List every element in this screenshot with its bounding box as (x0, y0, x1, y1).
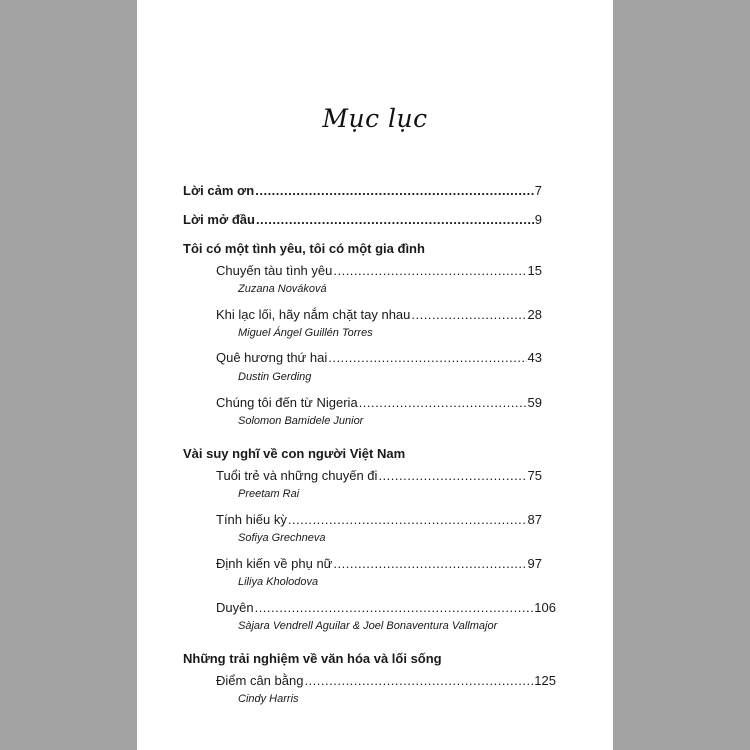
toc-entry-title: Chuyến tàu tình yêu (216, 263, 333, 278)
toc-leader-dots (256, 212, 534, 228)
toc-leader-dots (411, 307, 526, 323)
toc-entry-page: 125 (534, 673, 556, 688)
toc-entry-page: 59 (527, 395, 542, 410)
toc-entry[interactable] (216, 307, 542, 323)
toc-entry[interactable] (216, 395, 542, 411)
toc-entry-author: Liliya Kholodova (238, 576, 319, 588)
toc-leader-dots (378, 468, 526, 484)
toc-entry-title: Tính hiếu kỳ (216, 512, 287, 527)
toc-entry[interactable] (216, 512, 542, 528)
toc-entry-title: Lời cảm ơn (183, 183, 255, 198)
page-title: Mục lục (322, 104, 428, 133)
toc-entry-page: 75 (527, 468, 542, 483)
toc-entry-preface[interactable] (183, 212, 542, 228)
toc-entry-page: 28 (527, 307, 542, 322)
toc-leader-dots (333, 263, 526, 279)
toc-section-heading: Tôi có một tình yêu, tôi có một gia đình (183, 241, 425, 256)
toc-section-heading: Những trải nghiệm về văn hóa và lối sống (183, 651, 442, 666)
toc-leader-dots (304, 673, 533, 689)
toc-leader-dots (255, 600, 534, 616)
toc-leader-dots (288, 512, 527, 528)
toc-entry-title: Chúng tôi đến từ Nigeria (216, 395, 358, 410)
toc-leader-dots (328, 350, 526, 366)
toc-entry-title: Định kiến về phụ nữ (216, 556, 333, 571)
toc-entry-author: Solomon Bamidele Junior (238, 415, 364, 427)
toc-entry-page: 7 (534, 183, 542, 198)
toc-section-heading: Vài suy nghĩ về con người Việt Nam (183, 446, 406, 461)
toc-entry[interactable] (216, 600, 556, 616)
toc-entry-author: Dustin Gerding (238, 371, 312, 383)
toc-entry[interactable] (216, 468, 542, 484)
toc-leader-dots (359, 395, 527, 411)
toc-leader-dots (333, 556, 526, 572)
toc-entry-title: Lời mở đầu (183, 212, 255, 227)
toc-entry-title: Điểm cân bằng (216, 673, 304, 688)
toc-entry-page: 43 (527, 350, 542, 365)
toc-entry-page: 15 (527, 263, 542, 278)
toc-entry-author: Miguel Ángel Guillén Torres (238, 327, 373, 339)
toc-entry-page: 97 (527, 556, 542, 571)
toc-entry-title: Tuổi trẻ và những chuyến đi (216, 468, 378, 483)
toc-entry-title: Quê hương thứ hai (216, 350, 328, 365)
toc-entry-title: Khi lạc lối, hãy nắm chặt tay nhau (216, 307, 411, 322)
toc-entry[interactable] (216, 556, 542, 572)
toc-entry-author: Sofiya Grechneva (238, 532, 326, 544)
toc-entry[interactable] (216, 673, 556, 689)
toc-entry[interactable] (216, 350, 542, 366)
toc-leader-dots (255, 183, 534, 199)
toc-entry-page: 87 (527, 512, 542, 527)
toc-entry-author: Preetam Rai (238, 488, 300, 500)
toc-entry-author: Zuzana Nováková (238, 283, 327, 295)
toc-entry-author: Cindy Harris (238, 693, 299, 705)
toc-entry-author: Sàjara Vendrell Aguilar & Joel Bonaventura Vallmajor (238, 620, 498, 632)
toc-entry-page: 9 (534, 212, 542, 227)
toc-entry-page: 106 (534, 600, 556, 615)
toc-entry-acknowledgements[interactable] (183, 183, 542, 199)
toc-entry-title: Duyên (216, 600, 254, 615)
book-page (137, 0, 613, 750)
toc-entry[interactable] (216, 263, 542, 279)
